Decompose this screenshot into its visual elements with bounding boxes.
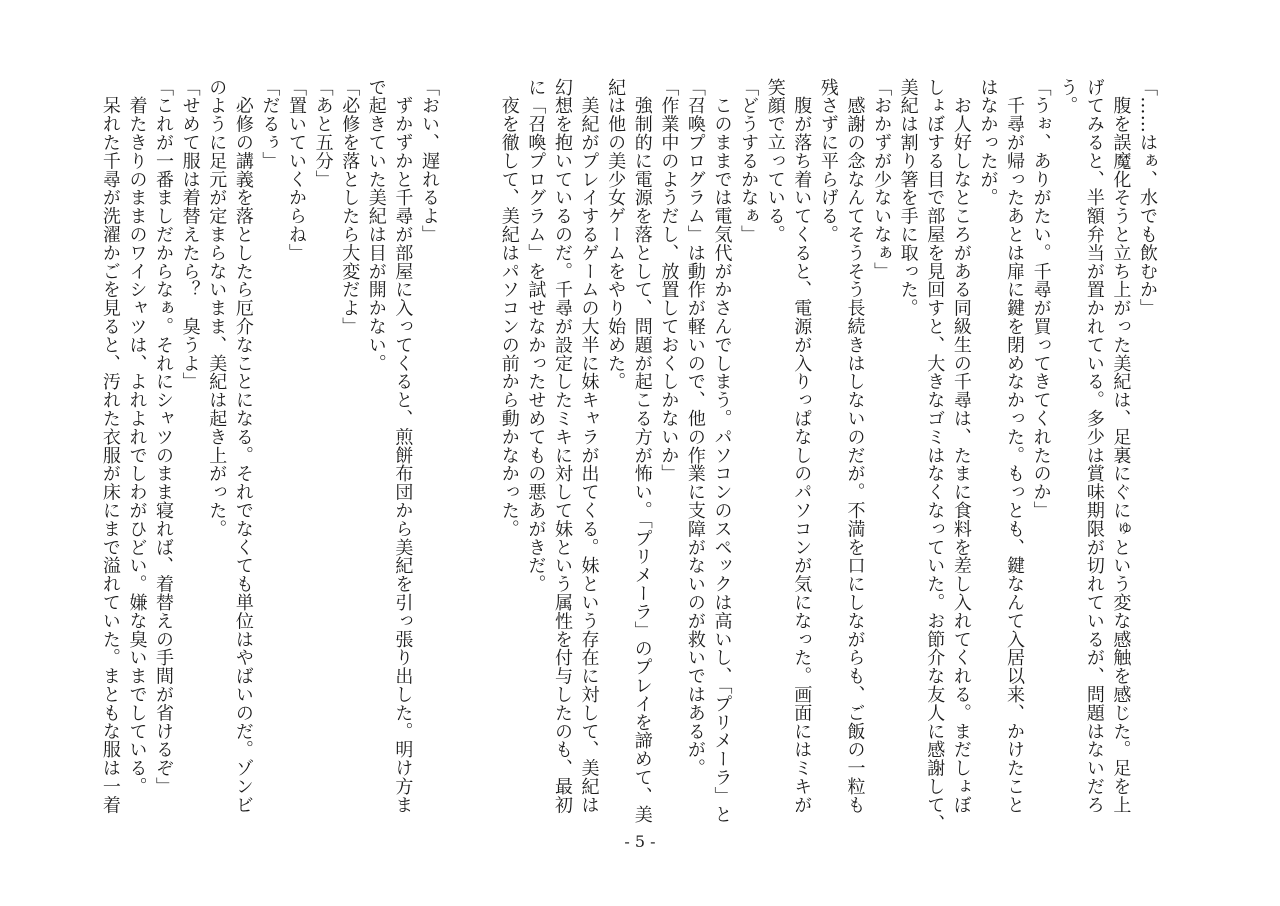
text-line: う。: [1057, 78, 1079, 115]
text-line: 感謝の念なんてそうそう長続きはしないのだが。不満を口にしながらも、ご飯の一粒も: [844, 78, 866, 814]
text-line: 「召喚プログラム」は動作が軽いので、他の作業に支障がないのが救いではあるが。: [684, 78, 706, 778]
blank-line: [442, 78, 469, 788]
text-line: 強制的に電源を落として、問題が起こる方が怖い。「プリメーラ」のプレイを諦めて、美: [631, 78, 653, 824]
text-line: 「あと五分」: [312, 78, 334, 189]
text-line: 必修の講義を落としたら厄介なことになる。それでなくても単位はやばいのだ。ゾンビ: [232, 78, 254, 814]
text-line: しょぼする目で部屋を見回すと、大きなゴミはなくなっていた。お節介な友人に感謝して、: [924, 78, 946, 833]
text-line: 腹を誤魔化そうと立ち上がった美紀は、足裏にぐにゅという変な感触を感じた。足を上: [1110, 78, 1132, 814]
text-line: ずかずかと千尋が部屋に入ってくると、煎餅布団から美紀を引っ張り出した。明け方ま: [392, 78, 414, 814]
text-line: 「必修を落としたら大変だよ」: [339, 78, 361, 336]
text-line: お人好しなところがある同級生の千尋は、たまに食料を差し入れてくれる。まだしょぼ: [950, 78, 972, 814]
text-line: げてみると、半額弁当が置かれている。多少は賞味期限が切れているが、問題はないだろ: [1083, 78, 1105, 814]
text-line: 幻想を抱いているのだ。千尋が設定したミキに対して妹という属性を付与したのも、最初: [551, 78, 573, 814]
text-line: 千尋が帰ったあとは扉に鍵を閉めなかった。もっとも、鍵なんて入居以来、かけたこと: [1004, 78, 1026, 814]
text-line: 「これが一番ましだからなぁ。それにシャツのまま寝れば、着替えの手間が省けるぞ」: [153, 78, 175, 796]
text-line: 腹が落ち着いてくると、電源が入りっぱなしのパソコンが気になった。画面にはミキが: [791, 78, 813, 814]
text-line: 残さずに平らげる。: [817, 78, 839, 244]
body-text-vertical: [96, 78, 1160, 833]
text-line: のように足元が定まらないまま、美紀は起き上がった。: [206, 78, 228, 538]
text-line: 「……はぁ、水でも飲むか」: [1137, 78, 1158, 318]
text-line: 「おかずが少ないなぁ」: [871, 78, 893, 281]
text-line: 紀は他の美少女ゲームをやり始めた。: [605, 78, 627, 391]
text-line: に「召喚プログラム」を試せなかったせめてもの悪あがきだ。: [525, 78, 547, 594]
text-line: 「どうするかなぁ」: [738, 78, 760, 244]
text-line: はなかったが。: [977, 78, 999, 207]
text-line: 着たきりのままのワイシャツは、よれよれでしわがひどい。嫌な臭いまでしている。: [126, 78, 148, 796]
text-line: 美紀がプレイするゲームの大半に妹キャラが出てくる。妹という存在に対して、美紀は: [578, 78, 600, 814]
text-line: 「うぉ、ありがたい。千尋が買ってきてくれたのか」: [1030, 78, 1052, 520]
text-line: 「おい、遅れるよ」: [418, 78, 440, 244]
text-line: 「せめて服は着替えたら？ 臭うよ」: [179, 78, 201, 391]
text-line: 呆れた千尋が洗濯かごを見ると、汚れた衣服が床にまで溢れていた。まともな服は一着: [99, 78, 121, 814]
text-line: 笑顔で立っている。: [764, 78, 786, 244]
text-line: で起きていた美紀は目が開かない。: [365, 78, 387, 373]
text-line: 「作業中のようだし、放置しておくしかないか」: [658, 78, 680, 483]
text-line: 「だるぅ」: [259, 78, 281, 170]
text-line: 美紀は割り箸を手に取った。: [897, 78, 919, 318]
blank-line: [469, 78, 496, 788]
page-number: - 5 -: [624, 832, 656, 851]
text-line: 「置いていくからね」: [286, 78, 307, 262]
text-line: このままでは電気代がかさんでしまう。パソコンのスペックは高いし、「プリメーラ」と: [711, 78, 733, 824]
text-line: 夜を徹して、美紀はパソコンの前から動かなかった。: [498, 78, 520, 538]
